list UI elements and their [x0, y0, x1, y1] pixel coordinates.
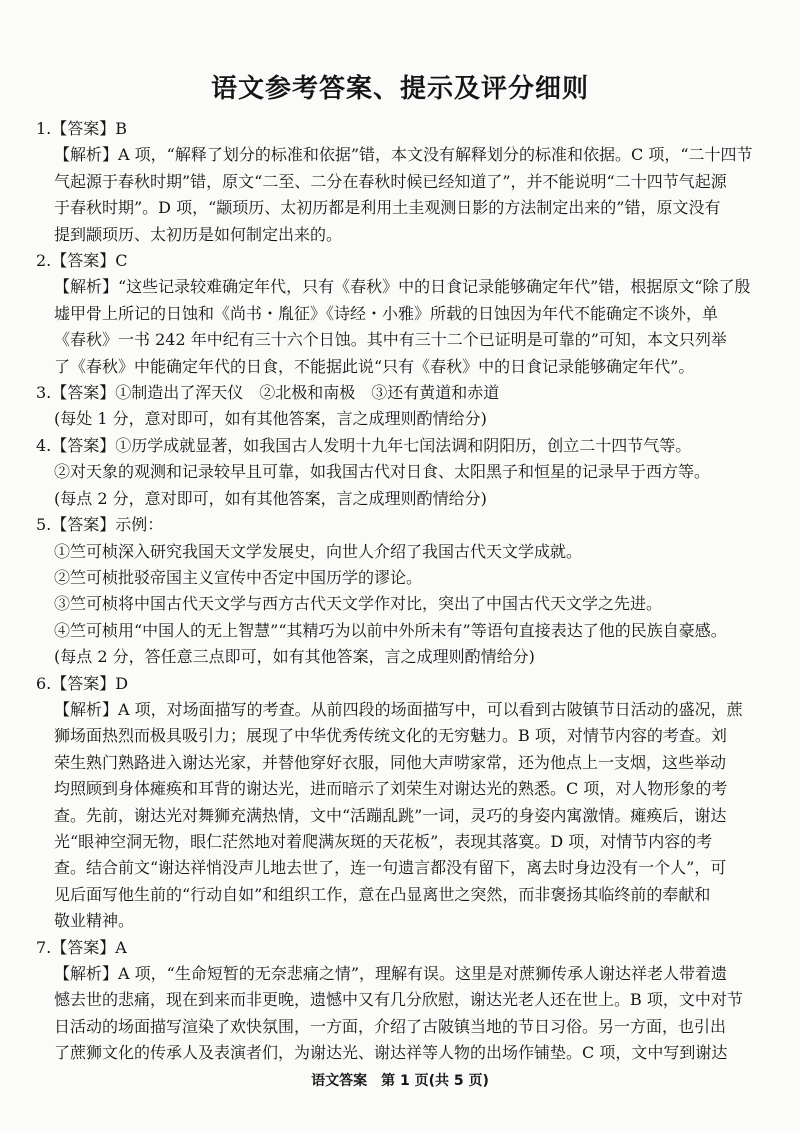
explanation-line: 气起源于春秋时期”错，原文“二至、二分在春秋时候已经知道了”，并不能说明“二十四节气起源 [54, 171, 727, 191]
answer-content [36, 116, 768, 1067]
page-title: 语文参考答案、提示及评分细则 [210, 74, 589, 104]
answer-heading: 1.【答案】B [36, 119, 128, 138]
explanation-line: 了《春秋》中能确定年代的日食，不能据此说“只有《春秋》中的日食记录能够确定年代”。 [54, 356, 695, 376]
explanation-line: 《春秋》一书 242 年中纪有三十六个日蚀。其中有三十二个已证明是可靠的”可知，本文只列举 [54, 330, 727, 350]
answer-point: ③竺可桢将中国古代天文学与西方古代天文学作对比，突出了中国古代天文学之先进。 [54, 594, 663, 614]
explanation-line: 查。结合前文“谢达祥悄没声儿地去世了，连一句遗言都没有留下，离去时身边没有一个人”，可 [54, 858, 727, 878]
explanation-line: 了蔗狮文化的传承人及表演者们，为谢达光、谢达祥等人物的出场作铺垫。C 项，文中写到谢达 [54, 1043, 728, 1063]
explanation-line: 见后面写他生前的“行动自如”和组织工作，意在凸显离世之突然，而非褒扬其临终前的奉献和 [54, 884, 711, 904]
explanation-line: 【解析】A 项，“生命短暂的无奈悲痛之情”，理解有误。这里是对蔗狮传承人谢达祥老人带着遗 [54, 964, 728, 983]
explanation-line: 敬业精神。 [54, 911, 135, 931]
explanation-line: 光“眼神空洞无物，眼仁茫然地对着爬满灰斑的天花板”，表现其落寞。D 项，对情节内容的考 [54, 831, 713, 851]
explanation-line: 狮场面热烈而极具吸引力；展现了中华优秀传统文化的无穷魅力。B 项，对情节内容的考查。刘 [54, 726, 727, 746]
answer-heading: 7.【答案】A [36, 937, 127, 957]
scoring-note: (每处 1 分，意对即可，如有其他答案，言之成理则酌情给分) [54, 409, 487, 429]
explanation-line: 【解析】A 项，“解释了划分的标准和依据”错，本文没有解释划分的标准和依据。C 项，“二十四节 [54, 145, 753, 165]
answer-heading: 5.【答案】示例： [36, 515, 164, 535]
explanation-line: 均照顾到身体瘫痪和耳背的谢达光，进而暗示了刘荣生对谢达光的熟悉。C 项，对人物形象的考 [54, 779, 728, 799]
answer-heading: 3.【答案】①制造出了浑天仪 ②北极和南极 ③还有黄道和赤道 [36, 383, 500, 403]
answer-point: ②竺可桢批驳帝国主义宣传中否定中国历学的谬论。 [54, 567, 423, 587]
scoring-note: (每点 2 分，答任意三点即可，如有其他答案，言之成理则酌情给分) [54, 647, 535, 667]
answer-heading: 6.【答案】D [36, 673, 129, 693]
answer-heading: 4.【答案】①历学成就显著，如我国古人发明十九年七闰法调和阴阳历，创立二十四节气等。 [36, 435, 692, 455]
page-footer: 语文答案 第 1 页(共 5 页) [311, 1073, 489, 1089]
answer-point: ②对天象的观测和记录较早且可靠，如我国古代对日食、太阳黑子和恒星的记录早于西方等。 [54, 462, 711, 482]
scoring-note: (每点 2 分，意对即可，如有其他答案，言之成理则酌情给分) [54, 488, 487, 508]
explanation-line: 憾去世的悲痛，现在到来而非更晚，遗憾中又有几分欣慰，谢达光老人还在世上。B 项，文中对节 [54, 990, 743, 1010]
answer-point: ①竺可桢深入研究我国天文学发展史，向世人介绍了我国古代天文学成就。 [54, 541, 583, 561]
explanation-line: 日活动的场面描写渲染了欢快氛围，一方面，介绍了古陂镇当地的节日习俗。另一方面，也引出 [54, 1016, 727, 1036]
answer-heading: 2.【答案】C [36, 251, 128, 271]
explanation-line: 墟甲骨上所记的日蚀和《尚书・胤征》《诗经・小雅》所载的日蚀因为年代不能确定不谈外，单 [54, 303, 719, 323]
explanation-line: 荣生熟门熟路进入谢达光家，并替他穿好衣服，同他大声唠家常，还为他点上一支烟，这些举动 [54, 752, 727, 772]
explanation-line: 【解析】A 项，对场面描写的考查。从前四段的场面描写中，可以看到古陂镇节日活动的盛况，蔗 [54, 699, 743, 719]
explanation-line: 于春秋时期”。D 项，“颛顼历、太初历都是利用土圭观测日影的方法制定出来的”错，原文没有 [54, 198, 721, 218]
explanation-line: 【解析】“这些记录较难确定年代，只有《春秋》中的日食记录能够确定年代”错，根据原文“除了殷 [54, 277, 751, 297]
explanation-line: 提到颛顼历、太初历是如何制定出来的。 [54, 224, 343, 244]
answer-point: ④竺可桢用“中国人的无上智慧”“其精巧为以前中外所未有”等语句直接表达了他的民族自豪感。 [54, 620, 727, 640]
explanation-line: 查。先前，谢达光对舞狮充满热情，文中“活蹦乱跳”一词，灵巧的身姿内寓激情。瘫痪后，谢达 [54, 805, 727, 825]
